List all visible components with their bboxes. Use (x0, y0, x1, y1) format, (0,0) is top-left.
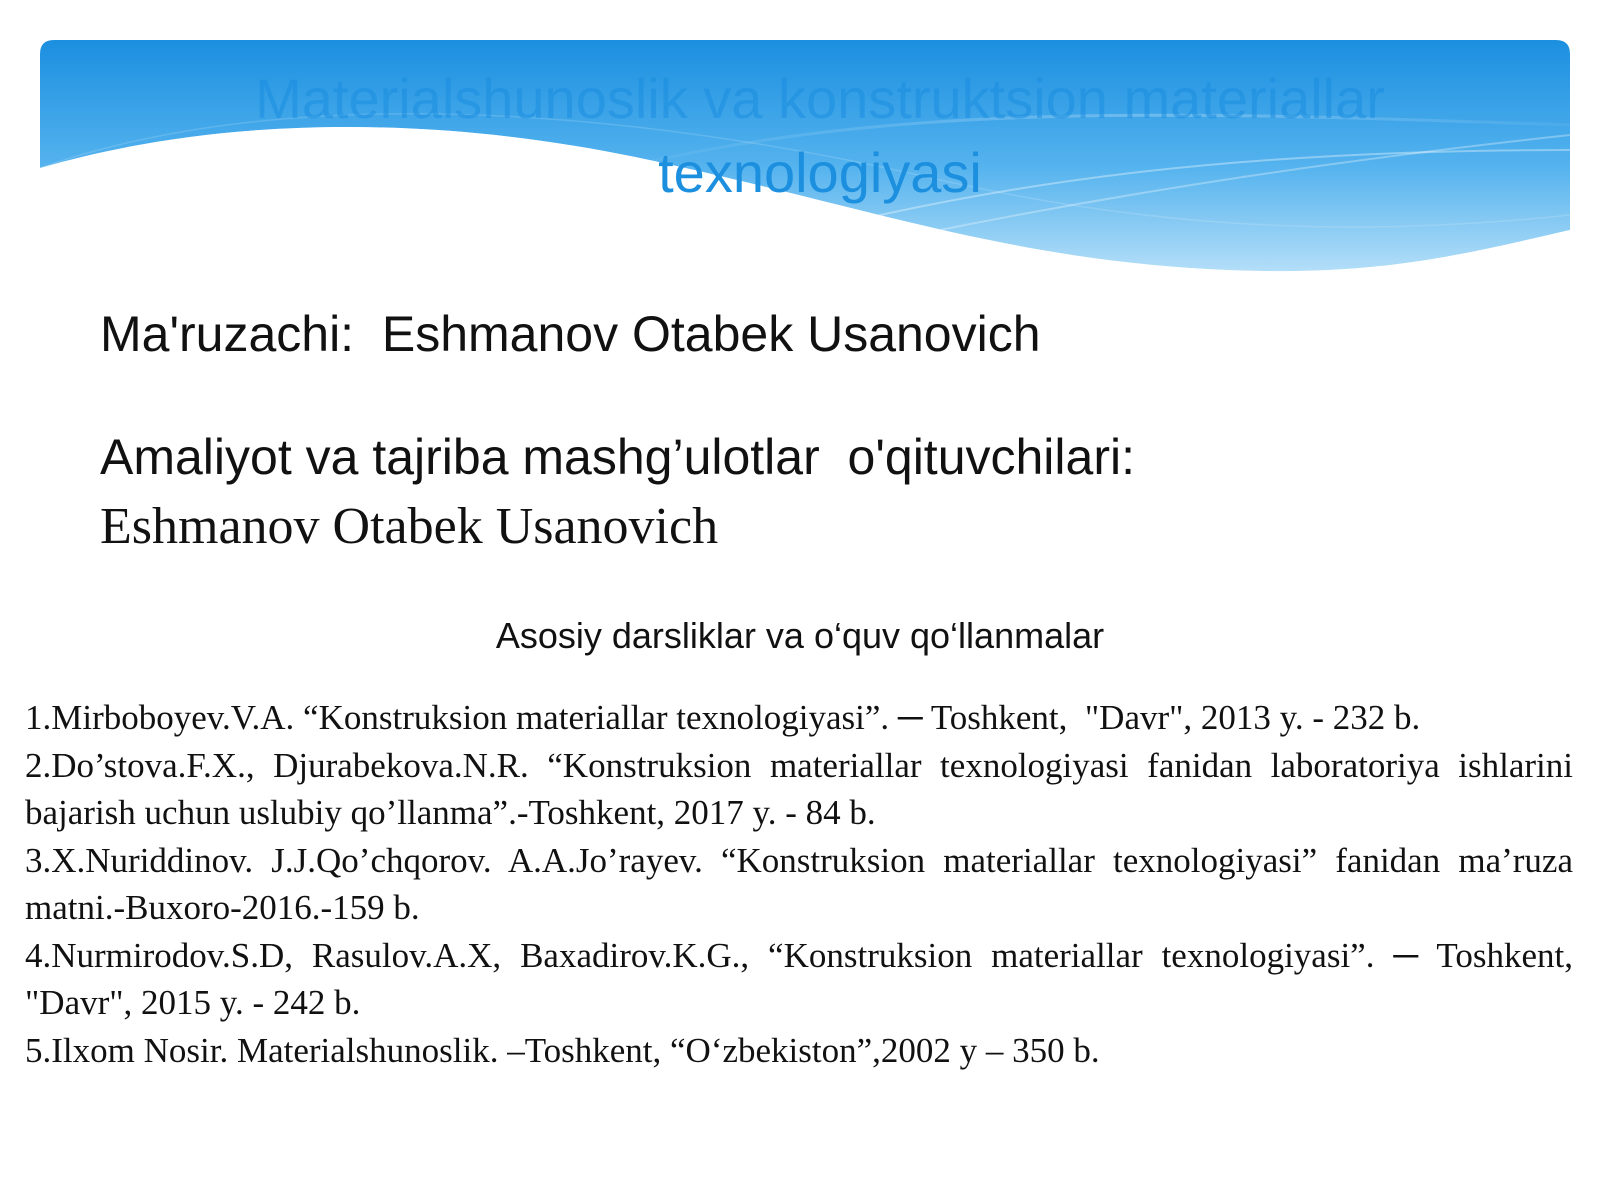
reference-item: 4.Nurmirodov.S.D, Rasulov.A.X, Baxadirov.K.G., “Konstruksion materiallar texnologiyasi”. ─ Toshkent, "Davr", 2015 y. - 242 b. (25, 935, 1591, 1022)
slide-title (40, 62, 1600, 210)
reference-item: 5.Ilxom Nosir. Materialshunoslik. –Toshkent, “O‘zbekiston”,2002 y – 350 b. (25, 1030, 1100, 1070)
title-line-1: Materialshunoslik va konstruktsion materiallar (255, 67, 1385, 130)
reference-item: 1.Mirboboyev.V.A. “Konstruksion materiallar texnologiyasi”. ─ Toshkent, "Davr", 2013 y. - 232 b. (25, 698, 1421, 737)
practice-teachers-heading: Amaliyot va tajriba mashg’ulotlar o'qituvchilari: (100, 429, 1135, 485)
title-line-2: texnologiyasi (658, 141, 982, 204)
references-heading: Asosiy darsliklar va o‘quv qo‘llanmalar (495, 615, 1105, 656)
lecturer-line: Ma'ruzachi: Eshmanov Otabek Usanovich (100, 306, 1041, 362)
reference-item: 3.X.Nuriddinov. J.J.Qo’chqorov. A.A.Jo’rayev. “Konstruksion materiallar texnologiyasi” fanidan ma’ruza matni.-Buxoro-2016.-159 b. (25, 840, 1582, 927)
reference-item: 2.Do’stova.F.X., Djurabekova.N.R. “Konstruksion materiallar texnologiyasi fanidan laboratoriya ishlarini bajarish uchun uslubiy qo’llanma”.-Toshkent, 2017 y. - 84 b. (25, 745, 1582, 832)
references-list (25, 694, 1591, 1074)
practice-teacher-name: Eshmanov Otabek Usanovich (100, 498, 719, 555)
